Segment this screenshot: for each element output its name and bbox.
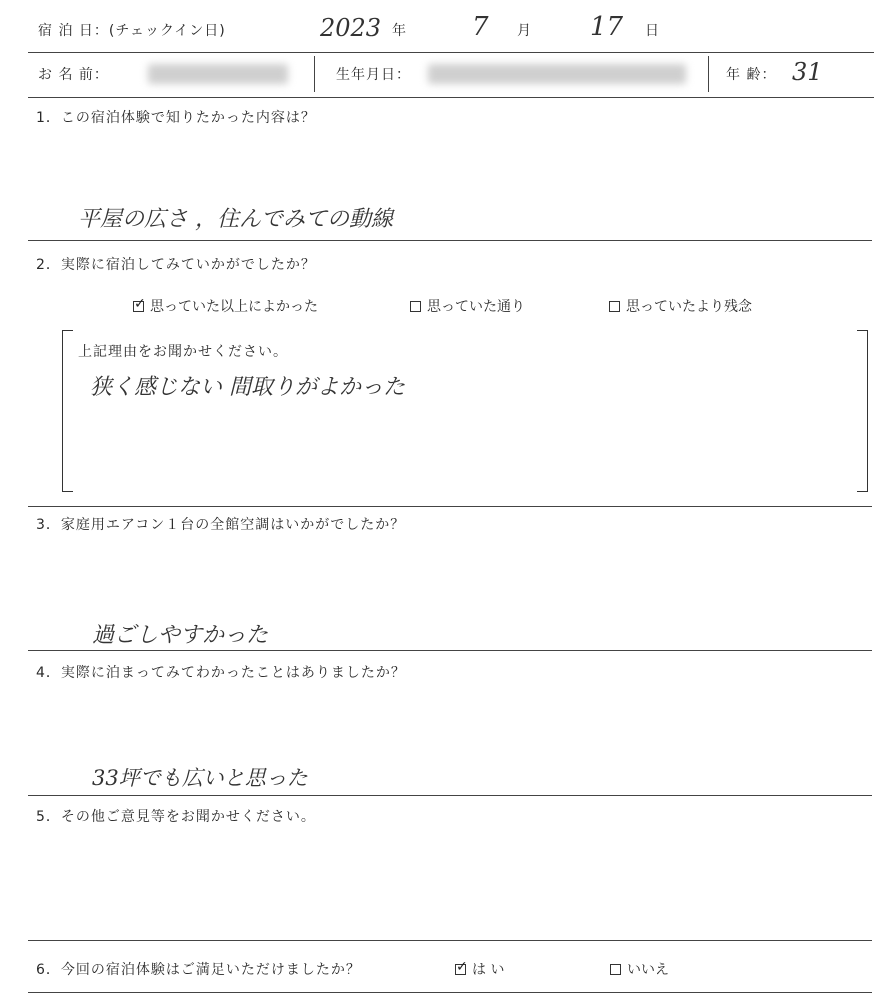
header-divider <box>28 52 874 53</box>
day-unit-label: 日 <box>645 23 660 39</box>
q6-option-no[interactable] <box>610 959 669 979</box>
profile-divider <box>28 97 874 98</box>
q6-option-yes-label: は い <box>472 962 505 978</box>
question-4: 4．実際に泊まってみてわかったことはありましたか？ <box>36 665 406 681</box>
answer-3: 過ごしやすかった <box>92 623 269 648</box>
stay-year-value: 2023 <box>320 14 382 42</box>
answer-1: 平屋の広さ ，住んでみての動線 <box>78 207 393 232</box>
answer-4: 33坪でも広いと思った <box>92 766 308 790</box>
q2-divider <box>28 506 872 507</box>
q2-option-better[interactable] <box>133 296 318 316</box>
month-unit-label: 月 <box>517 23 532 39</box>
stay-month-value: 7 <box>472 12 489 42</box>
name-label: お 名 前： <box>38 67 109 83</box>
question-5: 5．その他ご意見等をお聞かせください。 <box>36 809 316 825</box>
name-divider <box>314 56 315 92</box>
q6-option-yes[interactable] <box>455 959 504 979</box>
stay-date-label: 宿 泊 日：(チェックイン日) <box>38 23 226 39</box>
q2-option-disappointing-label: 思っていたより残念 <box>626 299 752 315</box>
redacted-name <box>148 64 288 84</box>
checkbox-icon <box>410 301 421 312</box>
checkbox-checked-icon <box>455 964 466 975</box>
bottom-line <box>28 992 872 993</box>
q6-option-no-label: いいえ <box>627 962 669 978</box>
redacted-birthdate <box>428 64 686 84</box>
answer-4-line <box>28 795 872 796</box>
checkbox-icon <box>609 301 620 312</box>
birthdate-divider <box>708 56 709 92</box>
question-2: 2．実際に宿泊してみていかがでしたか？ <box>36 257 316 273</box>
q2-option-better-label: 思っていた以上によかった <box>150 299 318 315</box>
q2-option-expected[interactable] <box>410 296 525 316</box>
checkbox-icon <box>610 964 621 975</box>
checkbox-checked-icon <box>133 301 144 312</box>
reason-label: 上記理由をお聞かせください。 <box>78 344 288 360</box>
answer-3-line <box>28 650 872 651</box>
question-6: 6．今回の宿泊体験はご満足いただけましたか？ <box>36 962 361 978</box>
birthdate-label: 生年月日： <box>336 67 411 83</box>
q2-option-disappointing[interactable] <box>609 296 752 316</box>
answer-5-line <box>28 940 872 941</box>
question-3: 3．家庭用エアコン１台の全館空調はいかがでしたか？ <box>36 517 406 533</box>
reason-answer: 狭く感じない 間取りがよかった <box>90 375 405 400</box>
q2-option-expected-label: 思っていた通り <box>427 299 525 315</box>
question-1: 1．この宿泊体験で知りたかった内容は？ <box>36 110 316 126</box>
answer-1-line <box>28 240 872 241</box>
age-label: 年 齢： <box>726 67 777 83</box>
year-unit-label: 年 <box>392 23 407 39</box>
stay-day-value: 17 <box>590 12 624 42</box>
age-value: 31 <box>792 58 823 86</box>
